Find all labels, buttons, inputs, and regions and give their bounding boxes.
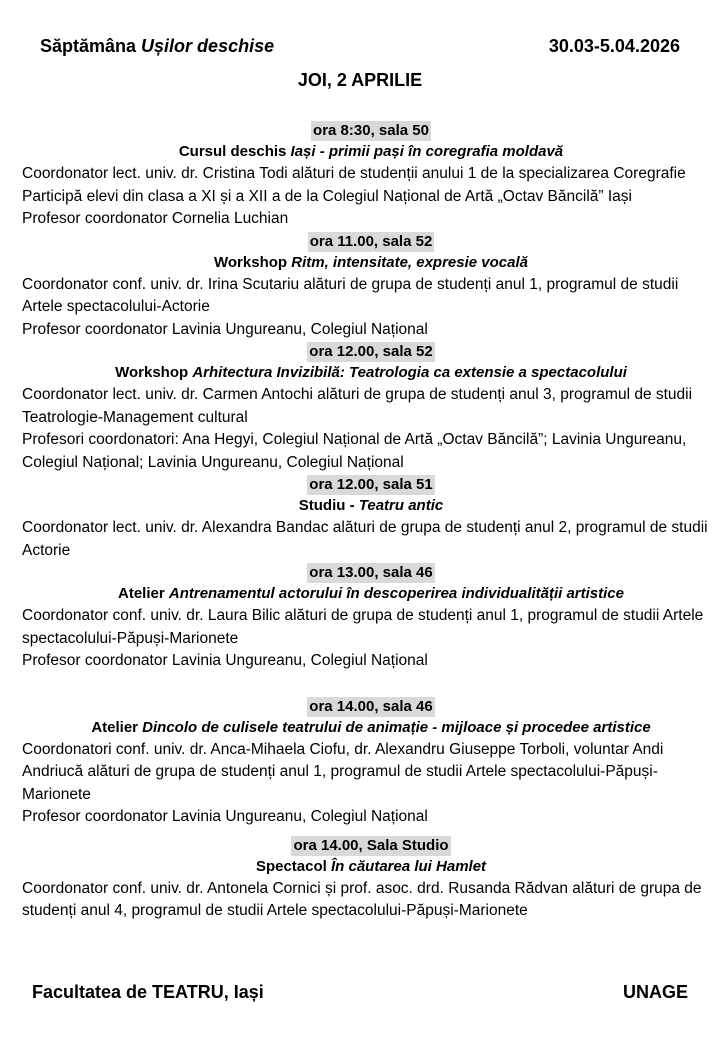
session-details bbox=[22, 274, 720, 342]
session-title-prefix: Cursul deschis bbox=[178, 143, 291, 160]
week-title-italic: Ușilor deschise bbox=[141, 36, 275, 56]
session-title-italic: Teatru antic bbox=[358, 497, 444, 514]
week-dates: 30.03-5.04.2026 bbox=[548, 36, 680, 56]
session-line: Coordonator conf. univ. dr. Irina Scutariu alături de grupa de studenți anul 1, programul de studii Artele spectacolului-Actorie bbox=[22, 275, 679, 315]
session-line: Coordonator lect. univ. dr. Cristina Todi alături de studenții anului 1 de la specializarea Coregrafie bbox=[22, 165, 686, 182]
session-title bbox=[22, 856, 720, 878]
schedule bbox=[22, 120, 720, 923]
session-line: Profesori coordonatori: Ana Hegyi, Colegiul Național de Artă „Octav Băncilă”; Lavinia Ungureanu, Colegiul Național; Lavinia Ungureanu, Colegiul Național bbox=[22, 431, 687, 471]
session-title-prefix: Workshop bbox=[115, 364, 193, 381]
session-line: Coordonator conf. univ. dr. Antonela Cornici și prof. asoc. drd. Rusanda Rădvan alături de grupa de studenți anul 4, programul de studii Artele spectacolului-Păpuși-Marionete bbox=[22, 879, 702, 919]
session-title-prefix: Studiu - bbox=[298, 497, 359, 514]
session-line: Profesor coordonator Cornelia Luchian bbox=[22, 210, 289, 227]
session-line: Coordonator lect. univ. dr. Alexandra Bandac alături de grupa de studenți anul 2, programul de studii Actorie bbox=[22, 519, 708, 559]
session-line: Coordonator conf. univ. dr. Laura Bilic alături de grupa de studenți anul 1, programul de studii Artele spectacolului-Păpuși-Marionete bbox=[22, 607, 704, 647]
session-details bbox=[22, 739, 720, 829]
session-title-prefix: Workshop bbox=[214, 253, 292, 271]
session-time: ora 12.00, sala 52 bbox=[309, 343, 433, 360]
session-time: ora 13.00, sala 46 bbox=[309, 564, 433, 581]
session-1200-sala51 bbox=[22, 474, 720, 562]
week-title-prefix: Săptămâna bbox=[40, 36, 142, 56]
session-title bbox=[22, 717, 720, 739]
spacer bbox=[22, 673, 720, 696]
session-details bbox=[22, 517, 720, 562]
session-title-prefix: Atelier bbox=[118, 585, 169, 602]
session-time: ora 8:30, sala 50 bbox=[313, 122, 429, 139]
session-title bbox=[22, 141, 720, 163]
session-title-italic: Dincolo de culisele teatrului de animație - mijloace și procedee artistice bbox=[142, 718, 651, 736]
session-time: ora 11.00, sala 52 bbox=[309, 232, 433, 250]
session-title bbox=[22, 495, 720, 517]
session-line: Coordonator lect. univ. dr. Carmen Antochi alături de grupa de studenți anul 3, programul de studii Teatrologie-Management cultural bbox=[22, 386, 693, 426]
session-1400-sala46 bbox=[22, 696, 720, 829]
session-line: Profesor coordonator Lavinia Ungureanu, Colegiul Național bbox=[22, 652, 428, 669]
session-title-prefix: Atelier bbox=[91, 718, 143, 736]
session-details bbox=[22, 605, 720, 673]
session-title-italic: Iași - primii pași în coregrafia moldavă bbox=[290, 143, 564, 160]
session-time: ora 14.00, Sala Studio bbox=[293, 836, 449, 854]
session-1300-sala46 bbox=[22, 562, 720, 673]
session-details bbox=[22, 384, 720, 474]
session-line: Profesor coordonator Lavinia Ungureanu, Colegiul Național bbox=[22, 320, 428, 338]
session-title bbox=[22, 362, 720, 384]
session-title-italic: Ritm, intensitate, expresie vocală bbox=[291, 253, 528, 271]
session-title-italic: Arhitectura Invizibilă: Teatrologia ca extensie a spectacolului bbox=[192, 364, 627, 381]
university-name: UNAGE bbox=[622, 982, 688, 1002]
session-1200-sala52 bbox=[22, 341, 720, 474]
session-title-prefix: Spectacol bbox=[255, 857, 331, 875]
session-line: Profesor coordonator Lavinia Ungureanu, Colegiul Național bbox=[22, 808, 428, 825]
session-1100-sala52 bbox=[22, 231, 720, 342]
session-title bbox=[22, 583, 720, 605]
session-time: ora 14.00, sala 46 bbox=[309, 697, 433, 715]
session-time: ora 12.00, sala 51 bbox=[309, 476, 433, 493]
session-0830-sala50 bbox=[22, 120, 720, 231]
session-details bbox=[22, 878, 720, 923]
session-title-italic: În căutarea lui Hamlet bbox=[330, 857, 487, 875]
session-title-italic: Antrenamentul actorului în descoperirea individualității artistice bbox=[168, 585, 624, 602]
week-title bbox=[40, 36, 274, 57]
day-title: JOI, 2 APRILIE bbox=[297, 70, 423, 90]
session-details bbox=[22, 163, 720, 231]
session-line: Participă elevi din clasa a XI și a XII a de la Colegiul Național de Artă „Octav Băncilă” Iași bbox=[22, 187, 632, 205]
faculty-name: Facultatea de TEATRU, Iași bbox=[32, 982, 264, 1002]
session-line: Coordonatori conf. univ. dr. Anca-Mihaela Ciofu, dr. Alexandru Giuseppe Torboli, voluntar Andi Andriucă alături de grupa de studenți anul 1, programul de studii Artele spectacolului-Păpuși-Marionete bbox=[22, 740, 664, 803]
session-1400-sala-studio bbox=[22, 835, 720, 923]
session-title bbox=[22, 252, 720, 274]
